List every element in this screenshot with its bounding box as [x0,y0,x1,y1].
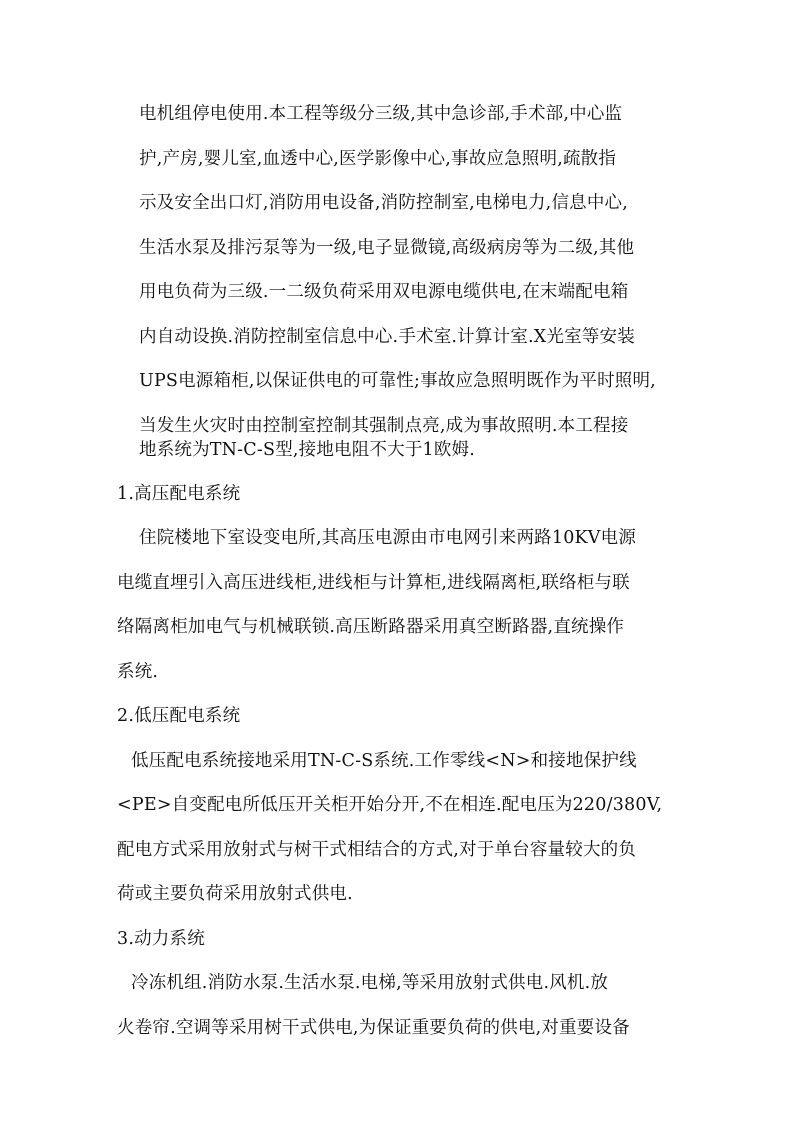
paragraph-line: 内自动设换.消防控制室信息中心.手术室.计算计室.X光室等安装 [139,327,635,347]
paragraph-line: 低压配电系统接地采用TN-C-S系统.工作零线<N>和接地保护线 [131,751,637,771]
paragraph-line: 络隔离柜加电气与机械联锁.高压断路器采用真空断路器,直统操作 [117,617,625,637]
paragraph-line: 配电方式采用放射式与树干式相结合的方式,对于单台容量较大的负 [117,840,637,860]
paragraph-line: 荷或主要负荷采用放射式供电. [117,884,353,904]
paragraph-line: 用电负荷为三级.一二级负荷采用双电源电缆供电,在末端配电箱 [139,282,629,302]
paragraph-line: <PE>自变配电所低压开关柜开始分开,不在相连.配电压为220/380V, [117,795,663,815]
paragraph-line: UPS电源箱柜,以保证供电的可靠性;事故应急照明既作为平时照明, [139,371,656,391]
section-heading: 1.高压配电系统 [117,484,241,504]
paragraph-line: 电机组停电使用.本工程等级分三级,其中急诊部,手术部,中心监 [139,104,623,124]
paragraph-line: 电缆直埋引入高压进线柜,进线柜与计算柜,进线隔离柜,联络柜与联 [117,573,630,593]
paragraph-line: 冷冻机组.消防水泵.生活水泵.电梯,等采用放射式供电.风机.放 [131,973,609,993]
paragraph-line: 护,产房,婴儿室,血透中心,医学影像中心,事故应急照明,疏散指 [139,149,617,169]
section-heading: 3.动力系统 [117,929,205,949]
paragraph-line: 当发生火灾时由控制室控制其强制点亮,成为事故照明.本工程接 [139,416,629,436]
paragraph-line: 示及安全出口灯,消防用电设备,消防控制室,电梯电力,信息中心, [139,193,629,213]
paragraph-line: 住院楼地下室设变电所,其高压电源由市电网引来两路10KV电源 [139,528,637,548]
paragraph-line: 火卷帘.空调等采用树干式供电,为保证重要负荷的供电,对重要设备 [117,1018,630,1038]
paragraph-line: 系统. [117,662,159,682]
paragraph-line: 地系统为TN-C-S型,接地电阻不大于1欧姆. [139,440,476,460]
section-heading: 2.低压配电系统 [117,706,241,726]
paragraph-line: 生活水泵及排污泵等为一级,电子显微镜,高级病房等为二级,其他 [139,238,635,258]
